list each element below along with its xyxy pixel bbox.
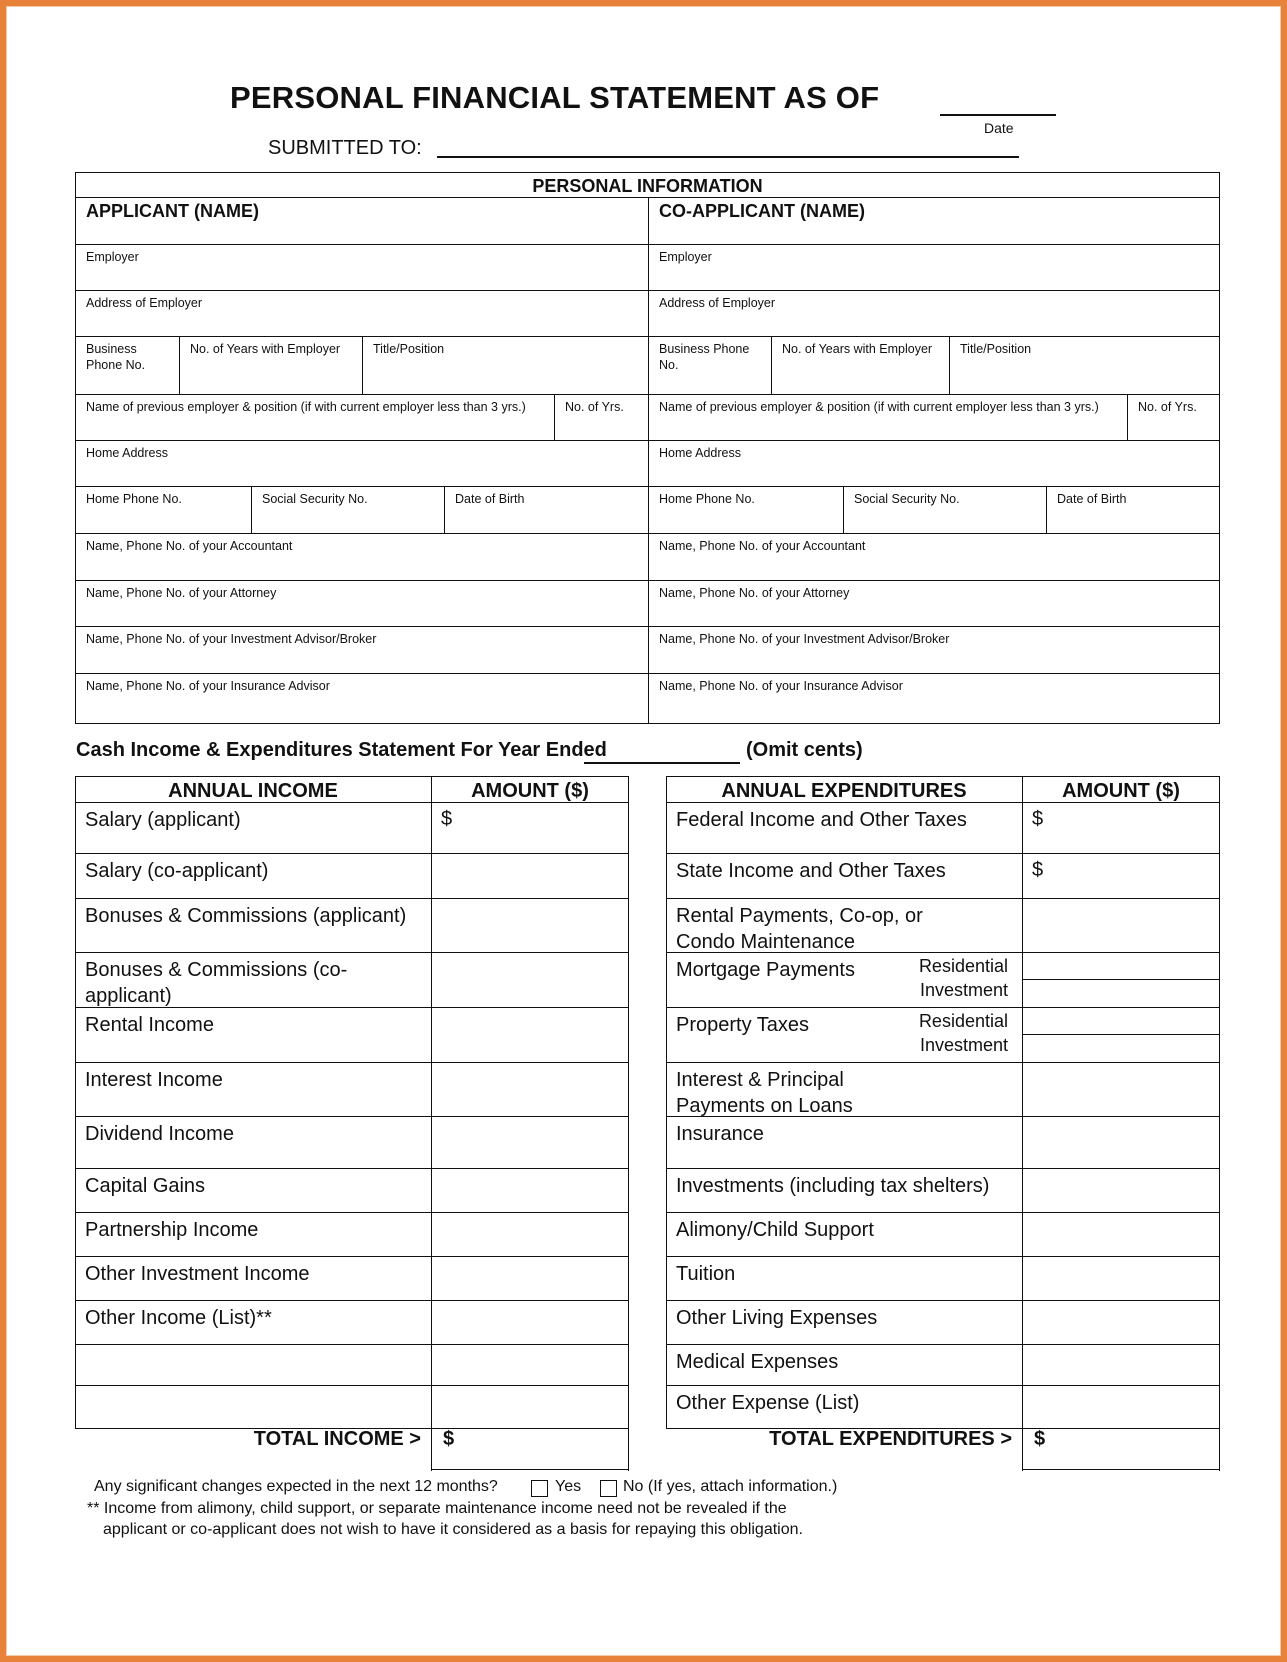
income-row-label (75, 1008, 431, 1062)
income-row-label (75, 953, 431, 1007)
expenditure-row-label (666, 1301, 1022, 1344)
expenditure-row (666, 1008, 1220, 1063)
expenditure-row (666, 1386, 1220, 1429)
income-amount-field[interactable]: $ (441, 808, 453, 830)
expenditure-amount-field[interactable]: $ (1032, 859, 1044, 881)
income-amount-field[interactable] (431, 1345, 629, 1385)
footnote-line-2: applicant or co-applicant does not wish to have it considered as a basis for repaying this obligation. (103, 1521, 803, 1538)
co-applicant-column (648, 198, 1220, 723)
expenditure-amount-field[interactable] (1022, 953, 1220, 1007)
annual-income-header: ANNUAL INCOME (75, 776, 431, 803)
co-applicant-title-position-field[interactable]: Title/Position (949, 337, 1219, 394)
income-row-label-text: Other Investment Income (85, 1263, 310, 1285)
expenditure-amount-field[interactable] (1022, 899, 1220, 952)
expenditure-row-label-text: Federal Income and Other Taxes (676, 809, 967, 831)
income-row (75, 803, 629, 854)
expenditure-row-label-text: Interest & Principal (676, 1069, 844, 1091)
date-input-line[interactable] (940, 114, 1056, 116)
income-amount-field[interactable] (431, 899, 629, 952)
income-row (75, 1117, 629, 1169)
co-applicant-previous-employer-field[interactable]: Name of previous employer & position (if with current employer less than 3 yrs.) (659, 400, 1099, 414)
expenditure-row (666, 1213, 1220, 1257)
date-label: Date (984, 120, 1014, 136)
expenditure-row-label-text-2: Condo Maintenance (676, 931, 856, 953)
total-income-label: TOTAL INCOME > (253, 1428, 421, 1450)
statement-heading: Cash Income & Expenditures Statement For Year Ended (76, 739, 607, 761)
expenditure-row-label (666, 854, 1022, 898)
applicant-investment-advisor-field[interactable]: Name, Phone No. of your Investment Advisor/Broker (86, 632, 377, 646)
expenditure-row (666, 803, 1220, 854)
footnote-line-1: ** Income from alimony, child support, or separate maintenance income need not be revealed if the (87, 1500, 787, 1517)
income-row (75, 953, 629, 1008)
income-row-label-text: Rental Income (85, 1014, 214, 1036)
expenditure-sub-label-residential: Residential (918, 1011, 1008, 1031)
omit-cents-note: (Omit cents) (746, 739, 863, 761)
changes-question: Any significant changes expected in the next 12 months? (94, 1478, 498, 1495)
yes-checkbox[interactable] (531, 1480, 548, 1497)
expenditure-row-label (666, 1169, 1022, 1212)
applicant-insurance-advisor-field[interactable]: Name, Phone No. of your Insurance Advisor (86, 679, 330, 693)
expenditure-row-label-text: Insurance (676, 1123, 764, 1145)
applicant-years-with-employer-field[interactable]: No. of Years with Employer (179, 337, 362, 394)
expenditure-row (666, 1117, 1220, 1169)
expenditure-row-label-text-2: Payments on Loans (676, 1095, 853, 1117)
co-applicant-previous-years-field[interactable]: No. of Yrs. (1127, 395, 1219, 440)
yes-label: Yes (555, 1478, 582, 1495)
total-expenditures-amount[interactable]: $ (1034, 1428, 1046, 1450)
expenditure-sub-label-residential: Residential (918, 956, 1008, 976)
income-amount-field[interactable] (431, 1301, 629, 1344)
expenditure-row-label-text: Property Taxes (676, 1014, 810, 1036)
submitted-to-label: SUBMITTED TO: (268, 137, 422, 159)
expenditure-row (666, 899, 1220, 953)
income-row-label (75, 1117, 431, 1168)
income-row (75, 1213, 629, 1257)
applicant-attorney-field[interactable]: Name, Phone No. of your Attorney (86, 586, 277, 600)
expenditure-amount-field[interactable] (1022, 1213, 1220, 1256)
personal-information-section (75, 172, 1220, 724)
expenditures-amount-header: AMOUNT ($) (1022, 776, 1220, 803)
applicant-dob-field[interactable]: Date of Birth (444, 487, 648, 533)
expenditure-row (666, 1345, 1220, 1386)
expenditure-row (666, 854, 1220, 899)
co-applicant-investment-advisor-field[interactable]: Name, Phone No. of your Investment Advisor/Broker (659, 632, 950, 646)
applicant-home-address-field[interactable]: Home Address (86, 446, 168, 460)
income-amount-field[interactable] (431, 1257, 629, 1300)
expenditure-row-label (666, 899, 1022, 952)
income-row-label-text: Partnership Income (85, 1219, 259, 1241)
applicant-employer-address-field[interactable]: Address of Employer (86, 296, 203, 310)
expenditure-amount-field[interactable] (1022, 1008, 1220, 1062)
expenditure-row-label (666, 1063, 1022, 1116)
applicant-business-phone-field[interactable]: Business Phone No. (86, 342, 146, 372)
total-expenditures-label: TOTAL EXPENDITURES > (769, 1428, 1012, 1450)
expenditure-row-label (666, 1257, 1022, 1300)
expenditure-row-label-text: Investments (including tax shelters) (676, 1175, 990, 1197)
no-checkbox[interactable] (600, 1480, 617, 1497)
expenditure-row (666, 1257, 1220, 1301)
expenditure-row (666, 1169, 1220, 1213)
applicant-home-phone-field[interactable]: Home Phone No. (86, 492, 182, 506)
co-applicant-insurance-advisor-field[interactable]: Name, Phone No. of your Insurance Advisor (659, 679, 903, 693)
co-applicant-home-address-field[interactable]: Home Address (659, 446, 741, 460)
income-row-label (75, 854, 431, 898)
income-amount-field[interactable] (431, 953, 629, 1007)
income-amount-field[interactable] (431, 1063, 629, 1116)
income-row-label-text: Dividend Income (85, 1123, 234, 1145)
co-applicant-employer-address-field[interactable]: Address of Employer (659, 296, 776, 310)
income-row (75, 1301, 629, 1345)
expenditure-row (666, 1063, 1220, 1117)
co-applicant-ssn-field[interactable]: Social Security No. (843, 487, 1046, 533)
co-applicant-years-with-employer-field[interactable]: No. of Years with Employer (771, 337, 949, 394)
co-applicant-attorney-field[interactable]: Name, Phone No. of your Attorney (659, 586, 850, 600)
income-row-label-text: Bonuses & Commissions (applicant) (85, 905, 407, 927)
income-amount-header: AMOUNT ($) (431, 776, 629, 803)
income-row-label-text: Other Income (List)** (85, 1307, 272, 1329)
document-title: PERSONAL FINANCIAL STATEMENT AS OF (230, 80, 880, 115)
income-row-label (75, 803, 431, 853)
expenditure-row-label-text: Alimony/Child Support (676, 1219, 874, 1241)
expenditure-row-label (666, 1213, 1022, 1256)
expenditure-row-label-text: Other Living Expenses (676, 1307, 878, 1329)
co-applicant-name-field[interactable]: CO-APPLICANT (NAME) (659, 201, 865, 221)
annual-expenditures-header: ANNUAL EXPENDITURES (666, 776, 1022, 803)
expenditure-row-label (666, 1345, 1022, 1385)
income-amount-field[interactable] (431, 1117, 629, 1168)
income-row-label (75, 1063, 431, 1116)
applicant-employer-field[interactable]: Employer (86, 250, 139, 264)
applicant-previous-employer-field[interactable]: Name of previous employer & position (if with current employer less than 3 yrs.) (86, 400, 526, 414)
income-row-label-text: Bonuses & Commissions (co-applicant) (85, 959, 348, 1007)
co-applicant-accountant-field[interactable]: Name, Phone No. of your Accountant (659, 539, 866, 553)
income-row (75, 1257, 629, 1301)
expenditure-row (666, 1301, 1220, 1345)
expenditure-row-label (666, 1117, 1022, 1168)
co-applicant-home-phone-field[interactable]: Home Phone No. (659, 492, 755, 506)
income-row-label (75, 1257, 431, 1300)
income-row (75, 1063, 629, 1117)
income-amount-field[interactable] (431, 1169, 629, 1212)
applicant-ssn-field[interactable]: Social Security No. (251, 487, 444, 533)
expenditure-amount-field[interactable] (1022, 1117, 1220, 1168)
expenditure-amount-field[interactable] (1022, 1257, 1220, 1300)
income-row-label (75, 1169, 431, 1212)
total-income-amount[interactable]: $ (443, 1428, 455, 1450)
expenditure-row (666, 953, 1220, 1008)
income-row-label-text: Interest Income (85, 1069, 223, 1091)
submitted-to-input-line[interactable] (437, 156, 1019, 158)
income-row (75, 1386, 629, 1429)
income-amount-field[interactable] (431, 854, 629, 898)
expenditure-row-label-text: Tuition (676, 1263, 736, 1285)
expenditure-row-label-text: Mortgage Payments (676, 959, 855, 981)
expenditure-sub-label-investment: Investment (919, 1035, 1008, 1055)
applicant-accountant-field[interactable]: Name, Phone No. of your Accountant (86, 539, 293, 553)
income-amount-field[interactable] (431, 1213, 629, 1256)
expenditure-row-label-text: State Income and Other Taxes (676, 860, 946, 882)
personal-information-header: PERSONAL INFORMATION (76, 173, 1219, 198)
income-row (75, 1169, 629, 1213)
annual-expenditures-table (666, 776, 1220, 1471)
income-row-label (75, 1301, 431, 1344)
expenditure-row-label (666, 803, 1022, 853)
expenditure-row-label-text: Medical Expenses (676, 1351, 839, 1373)
expenditure-row-label-text: Other Expense (List) (676, 1392, 860, 1414)
income-row (75, 1008, 629, 1063)
expenditure-amount-field[interactable] (1022, 1345, 1220, 1385)
expenditure-amount-field[interactable]: $ (1032, 808, 1044, 830)
expenditure-sub-label-investment: Investment (919, 980, 1008, 1000)
income-amount-field[interactable] (431, 1008, 629, 1062)
expenditure-row-label (666, 1386, 1022, 1428)
income-row (75, 899, 629, 953)
expenditure-amount-field[interactable] (1022, 1169, 1220, 1212)
no-label: No (If yes, attach information.) (623, 1478, 838, 1495)
income-row-label (75, 1345, 431, 1385)
income-row (75, 854, 629, 899)
income-row (75, 1345, 629, 1386)
applicant-name-field[interactable]: APPLICANT (NAME) (86, 201, 259, 221)
expenditure-amount-field[interactable] (1022, 1063, 1220, 1116)
income-row-label (75, 1386, 431, 1428)
applicant-title-position-field[interactable]: Title/Position (362, 337, 648, 394)
income-row-label (75, 899, 431, 952)
income-row-label-text: Salary (applicant) (85, 809, 241, 831)
co-applicant-dob-field[interactable]: Date of Birth (1046, 487, 1219, 533)
co-applicant-business-phone-field[interactable]: Business Phone No. (659, 342, 750, 372)
co-applicant-employer-field[interactable]: Employer (659, 250, 712, 264)
income-row-label-text: Capital Gains (85, 1175, 206, 1197)
year-ended-input-line[interactable] (584, 762, 740, 764)
income-row-label-text: Salary (co-applicant) (85, 860, 269, 882)
applicant-previous-years-field[interactable]: No. of Yrs. (554, 395, 648, 440)
income-row-label (75, 1213, 431, 1256)
expenditure-amount-field[interactable] (1022, 1301, 1220, 1344)
expenditure-row-label-text: Rental Payments, Co-op, or (676, 905, 923, 927)
annual-income-table (75, 776, 629, 1471)
expenditure-amount-field[interactable] (1022, 1386, 1220, 1428)
applicant-column (76, 198, 648, 723)
income-amount-field[interactable] (431, 1386, 629, 1428)
